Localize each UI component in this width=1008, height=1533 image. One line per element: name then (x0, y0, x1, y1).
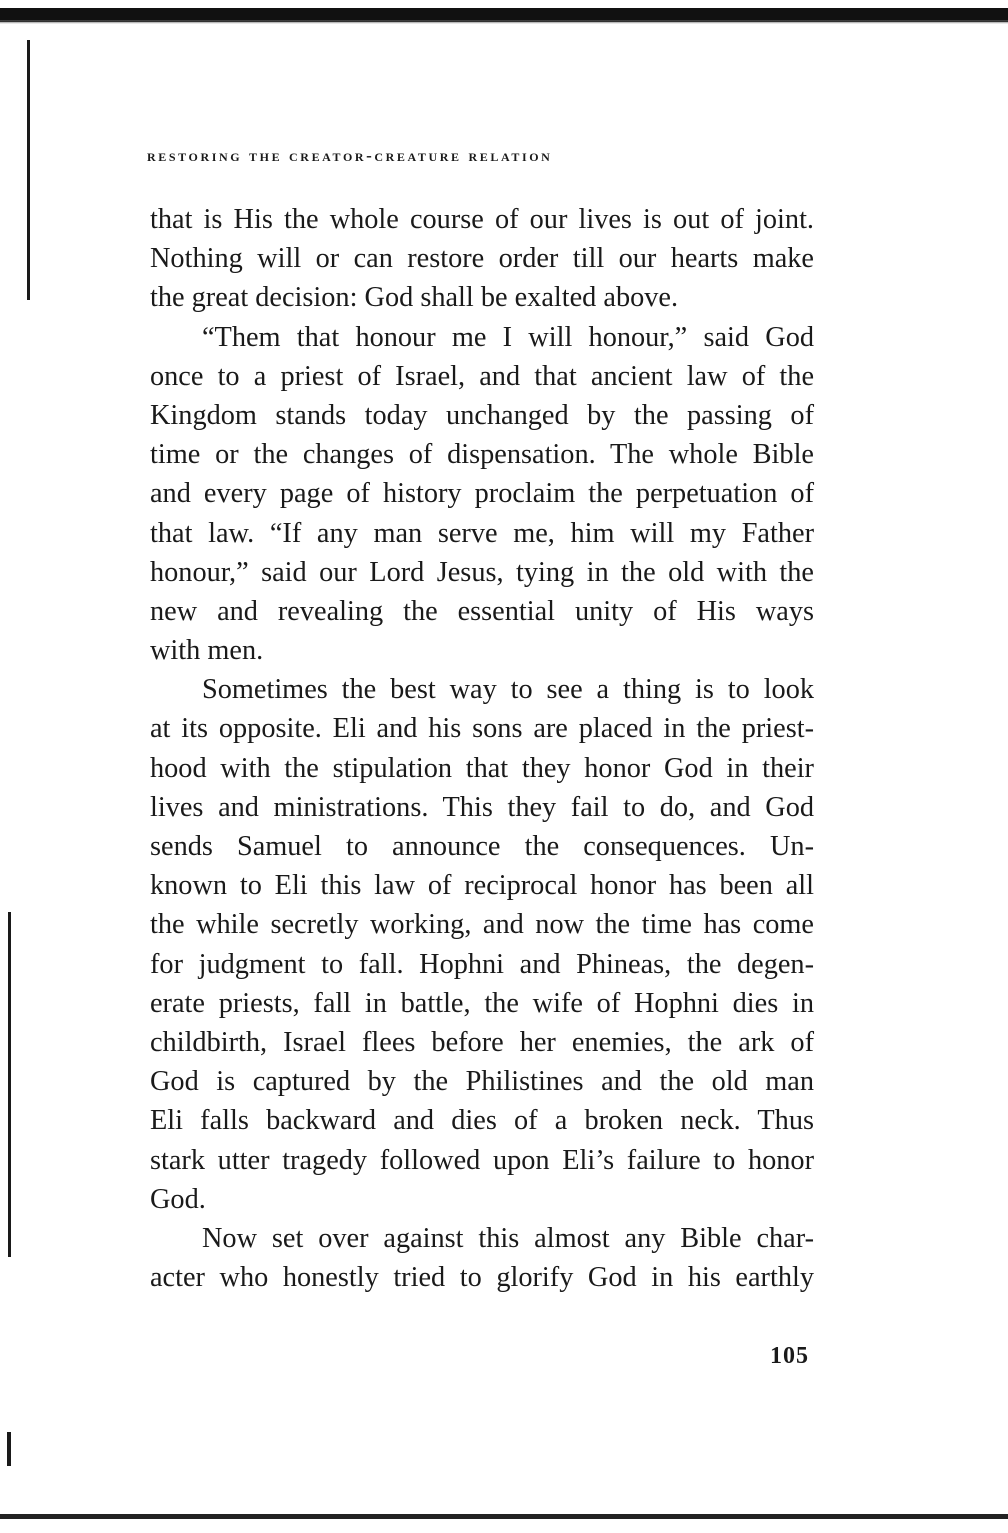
text-line: honour,” said our Lord Jesus, tying in the old with the (150, 556, 814, 588)
text-line: known to Eli this law of reciprocal honor has been all (150, 870, 814, 902)
text-line: that is His the whole course of our lives is out of joint. (150, 204, 814, 235)
scan-border-bottom (0, 1514, 1008, 1519)
text-line: God. (150, 1183, 206, 1215)
text-line: childbirth, Israel flees before her enemies, the ark of (150, 1026, 814, 1058)
text-line: hood with the stipulation that they honor God in their (150, 752, 814, 784)
text-line: that law. “If any man serve me, him will my Father (150, 517, 814, 549)
text-line: the great decision: God shall be exalted above. (150, 282, 679, 314)
text-line: Sometimes the best way to see a thing is to look (202, 674, 814, 706)
text-line: time or the changes of dispensation. The whole Bible (150, 439, 814, 471)
text-line: lives and ministrations. This they fail to do, and God (150, 791, 814, 823)
text-line: the while secretly working, and now the time has come (150, 909, 814, 941)
text-line: acter who honestly tried to glorify God in his earthly (150, 1262, 814, 1294)
page-body (150, 200, 814, 1297)
text-line: at its opposite. Eli and his sons are placed in the priest- (150, 713, 814, 745)
text-line: Now set over against this almost any Bible char- (202, 1222, 814, 1254)
text-line: sends Samuel to announce the consequences. Un- (150, 831, 814, 862)
text-line: with men. (150, 635, 264, 667)
page-number: 105 (770, 1343, 809, 1369)
text-line: once to a priest of Israel, and that ancient law of the (150, 360, 814, 392)
scan-margin-mark (27, 40, 30, 300)
text-line: God is captured by the Philistines and the old man (150, 1066, 814, 1098)
text-line: erate priests, fall in battle, the wife of Hophni dies in (150, 987, 814, 1019)
scan-border-top-shadow (0, 20, 1008, 24)
text-line: Nothing will or can restore order till our hearts make (150, 243, 814, 275)
text-line: new and revealing the essential unity of His ways (150, 595, 814, 627)
text-line: “Them that honour me I will honour,” said God (202, 321, 814, 353)
text-line: Kingdom stands today unchanged by the passing of (150, 399, 814, 431)
text-line: Eli falls backward and dies of a broken neck. Thus (150, 1105, 814, 1137)
scan-margin-mark (8, 912, 11, 1257)
scan-margin-mark (7, 1432, 11, 1466)
text-line: and every page of history proclaim the perpetuation of (150, 478, 814, 510)
text-line: stark utter tragedy followed upon Eli’s failure to honor (150, 1144, 814, 1176)
text-line: for judgment to fall. Hophni and Phineas, the degen- (150, 948, 814, 980)
running-header: restoring the creator-creature relation (147, 146, 553, 165)
